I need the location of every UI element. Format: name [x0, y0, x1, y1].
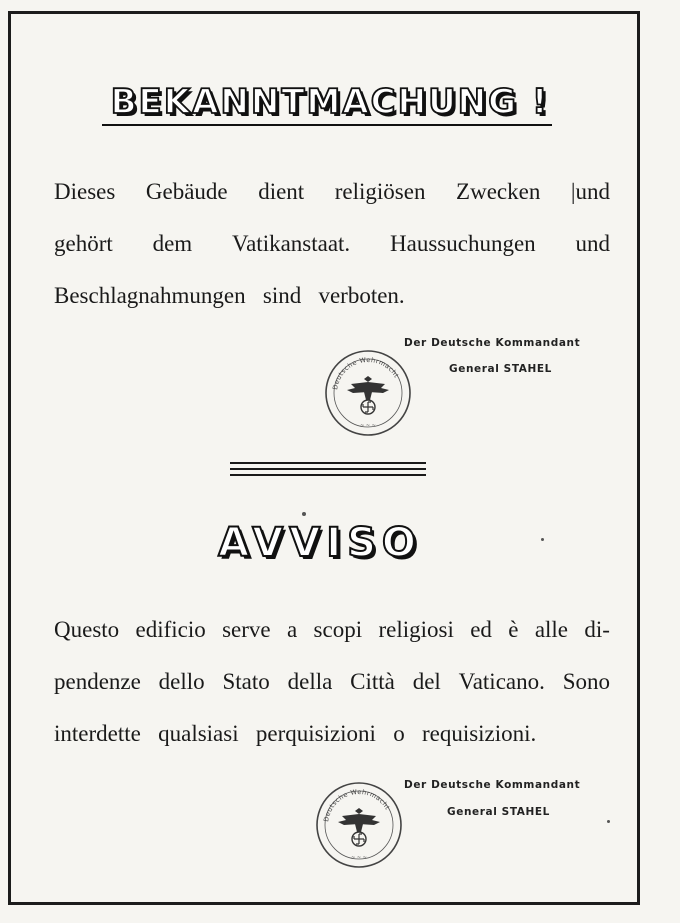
signature-name: General STAHEL [449, 363, 552, 375]
body-line [54, 166, 610, 218]
word: pendenze [54, 669, 141, 694]
signature-name: General STAHEL [447, 806, 550, 818]
frame-border-right [637, 11, 640, 904]
word: serve [222, 617, 271, 642]
eagle-stamp-icon [314, 780, 404, 870]
word: Haussuchungen [390, 231, 536, 256]
body-line [54, 708, 610, 760]
word: qualsiasi [158, 721, 239, 746]
body-line [54, 270, 610, 322]
word: edificio [135, 617, 206, 642]
frame-border-left [8, 11, 11, 904]
word: del [412, 669, 441, 694]
word: Vaticano. [458, 669, 545, 694]
eagle-stamp-icon [323, 348, 413, 438]
word: dient [258, 179, 305, 204]
divider-line [230, 468, 426, 470]
frame-border-top [8, 11, 640, 14]
word: ed [470, 617, 492, 642]
notice-title-de: BEKANNTMACHUNG ! [110, 82, 550, 122]
body-line [54, 218, 610, 270]
word: Città [350, 669, 395, 694]
word: interdette [54, 721, 141, 746]
word: Zwecken [456, 179, 541, 204]
signature-title: Der Deutsche Kommandant [404, 337, 581, 349]
svg-text:~ ~ ~: ~ ~ ~ [360, 423, 376, 429]
print-speck [607, 820, 610, 823]
word: scopi [313, 617, 363, 642]
word: gehört [54, 231, 113, 256]
frame-border-bottom [8, 902, 640, 905]
stamp-text: Deutsche Wehrmacht [322, 787, 392, 823]
divider-line [230, 462, 426, 464]
word: religiösen [334, 179, 426, 204]
word: Gebäude [145, 179, 228, 204]
body-line [54, 656, 610, 708]
word: di- [584, 617, 610, 642]
word: alle [534, 617, 569, 642]
body-line [54, 604, 610, 656]
word: Stato [222, 669, 270, 694]
word: und [575, 231, 610, 256]
svg-text:~ ~ ~: ~ ~ ~ [351, 855, 367, 861]
word: sind [262, 283, 302, 308]
print-speck [302, 512, 306, 516]
word: Questo [54, 617, 120, 642]
word: è [508, 617, 519, 642]
word: dem [152, 231, 193, 256]
notice-body-de [54, 166, 610, 322]
word: Dieses [54, 179, 116, 204]
word: della [287, 669, 333, 694]
word: religiosi [378, 617, 454, 642]
notice-body-it [54, 604, 610, 760]
word: |und [570, 179, 610, 204]
stamp-text: Deutsche Wehrmacht [331, 355, 401, 391]
word: Sono [562, 669, 610, 694]
word: dello [158, 669, 205, 694]
signature-title: Der Deutsche Kommandant [404, 779, 581, 791]
word: a [286, 617, 298, 642]
notice-title-it: AVVISO [218, 520, 422, 566]
title-underline [102, 124, 552, 126]
word: Vatikanstaat. [232, 231, 351, 256]
word: perquisizioni [255, 721, 376, 746]
word: verboten. [318, 283, 405, 308]
print-speck [541, 538, 544, 541]
divider-line [230, 474, 426, 476]
word: requisizioni. [421, 721, 537, 746]
word: o [393, 721, 405, 746]
word: Beschlagnahmungen [54, 283, 246, 308]
